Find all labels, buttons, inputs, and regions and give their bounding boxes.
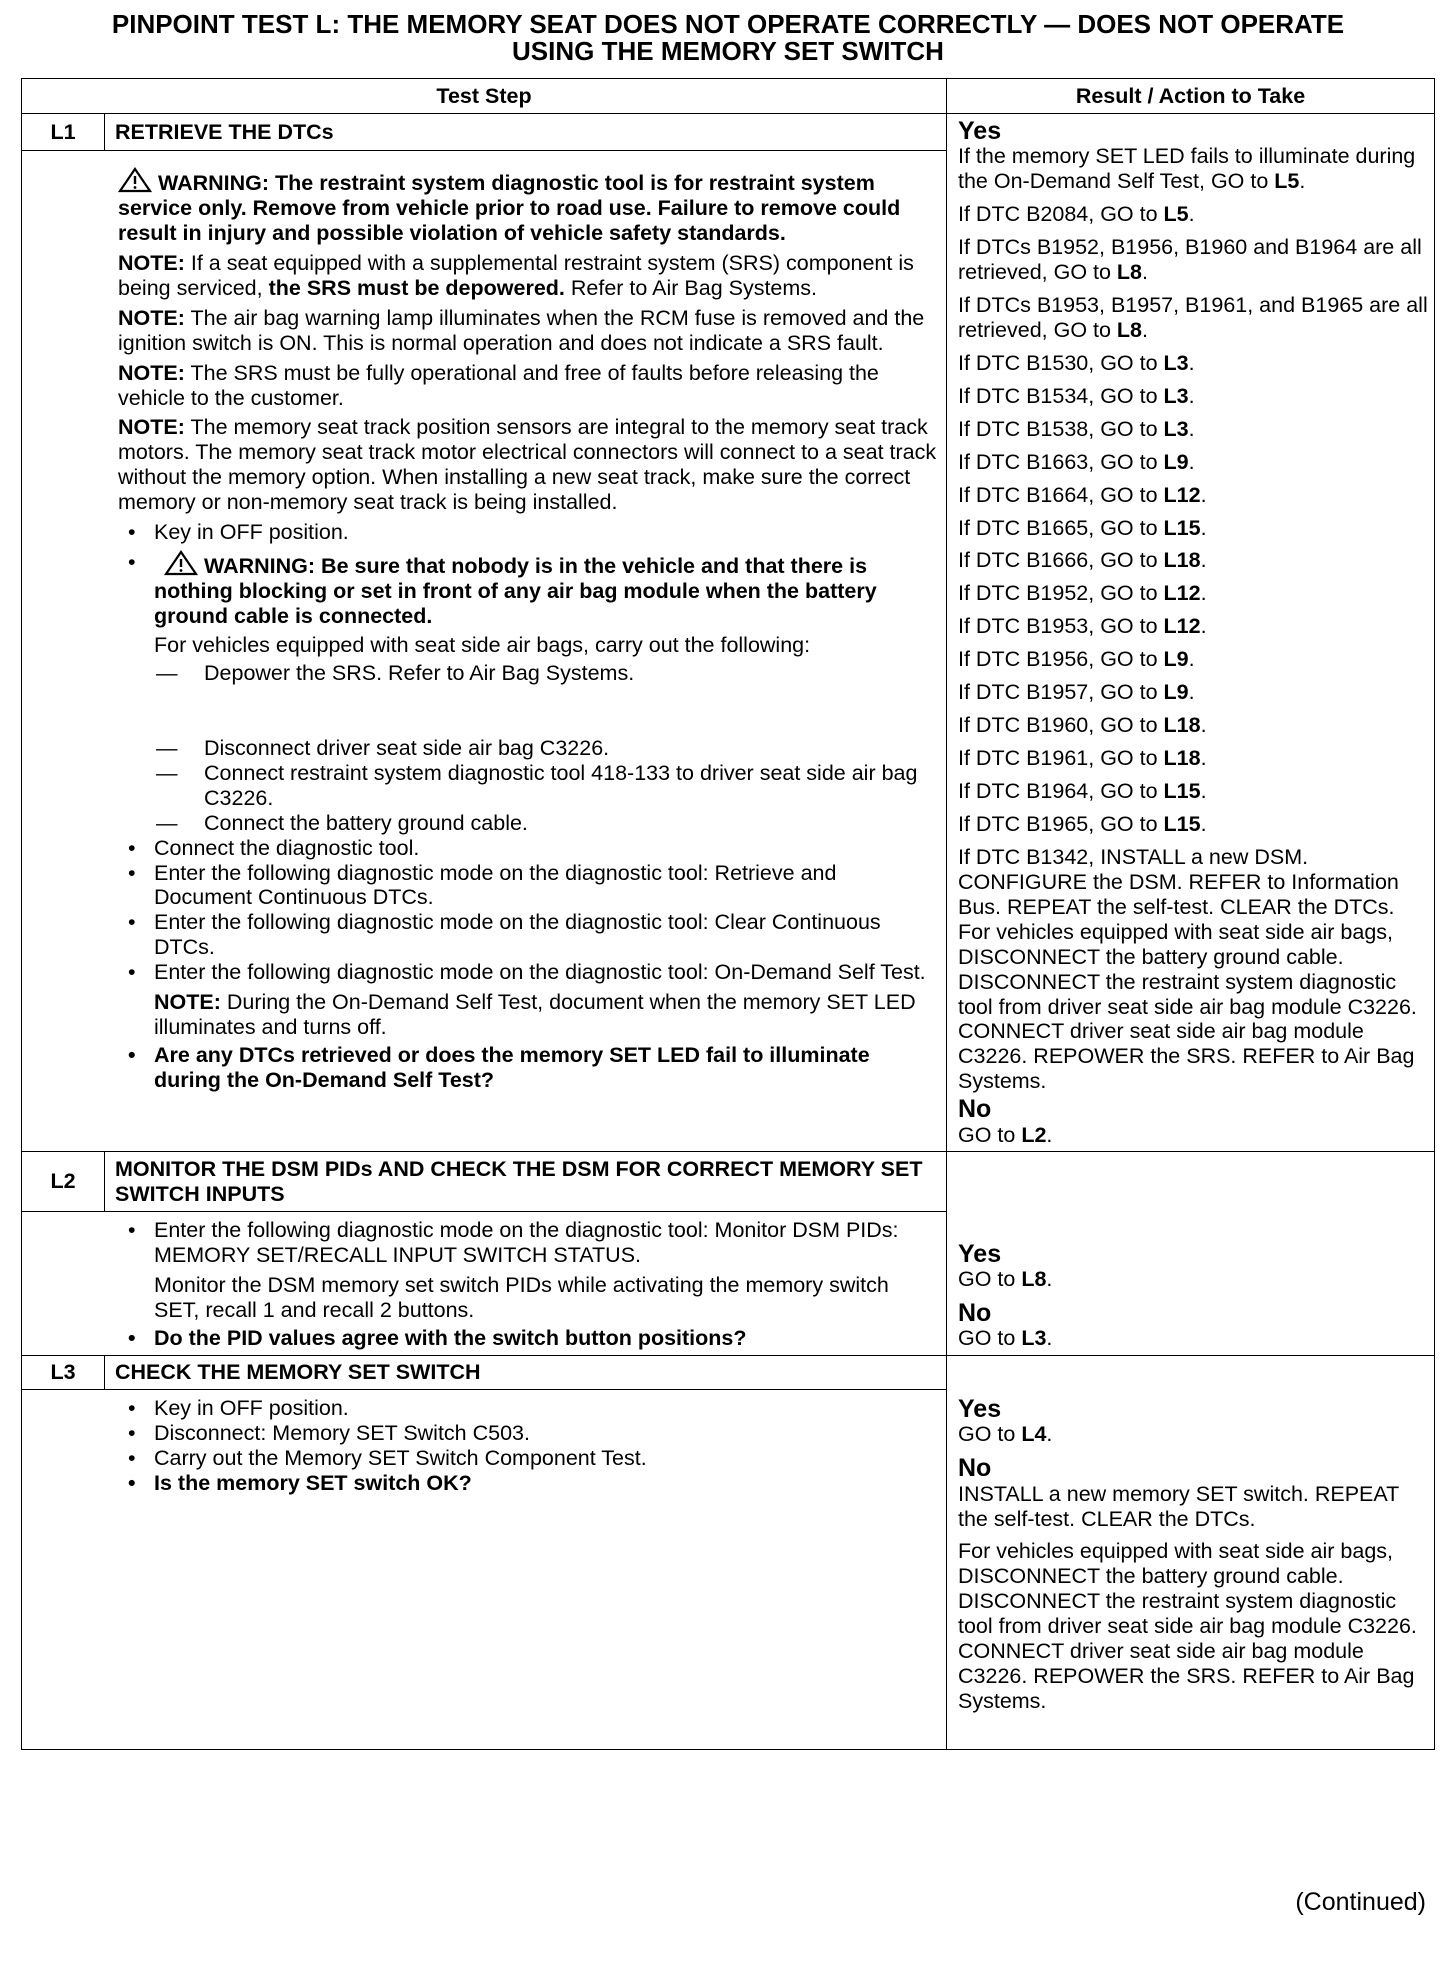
step-number: L2 bbox=[22, 1152, 105, 1212]
dtc-result-item: If DTC B1664, GO to L12. bbox=[958, 482, 1207, 507]
no-label: No bbox=[958, 1454, 992, 1483]
step-l3-body bbox=[22, 1390, 947, 1750]
dash-item: — Connect the battery ground cable. bbox=[118, 811, 938, 836]
dtc-result-item: If DTC B1961, GO to L18. bbox=[958, 746, 1207, 771]
step-question: • Are any DTCs retrieved or does the memory SET LED fail to illuminate during the On-Demand Self Test? bbox=[118, 1043, 938, 1093]
yes-target: L4 bbox=[1021, 1422, 1047, 1447]
note-text: If a seat equipped with a supplemental restraint system (SRS) component is being serviced, bbox=[118, 250, 914, 300]
note-text: The memory seat track position sensors are integral to the memory seat track motors. The memory seat track motor electrical connectors will connect to a seat track without the memory option. When installing a new seat track, make sure the correct memory or non-memory seat track is being installed. bbox=[118, 415, 937, 515]
note-label: NOTE: bbox=[118, 415, 185, 440]
dash-item: — Disconnect driver seat side air bag C3226. bbox=[118, 736, 938, 761]
note-text: During the On-Demand Self Test, document when the memory SET LED illuminates and turns off. bbox=[154, 990, 916, 1040]
step-number: L1 bbox=[22, 114, 105, 151]
bullet-item: • Key in OFF position. bbox=[118, 520, 938, 545]
dtc-result-text: If DTC B1663, GO to bbox=[958, 449, 1164, 474]
dtc-result-item: If DTC B1666, GO to L18. bbox=[958, 548, 1207, 573]
yes-text: GO to bbox=[958, 1422, 1022, 1447]
dtc-result-target: L5 bbox=[1163, 202, 1189, 227]
bullet-item: • Connect the diagnostic tool. bbox=[118, 836, 938, 861]
dtc-result-item: If DTC B1964, GO to L15. bbox=[958, 779, 1207, 803]
dtc-result-target: L15 bbox=[1163, 779, 1201, 803]
dtc-result-text: If DTC B1961, GO to bbox=[958, 746, 1164, 771]
dtc-result-text: If DTC B1957, GO to bbox=[958, 680, 1164, 705]
warning-triangle-icon bbox=[164, 550, 198, 576]
bullet-item: • Enter the following diagnostic mode on the diagnostic tool: On-Demand Self Test. bbox=[118, 960, 938, 985]
header-row bbox=[22, 79, 1435, 114]
yes-label: Yes bbox=[958, 1239, 1002, 1268]
bullet-item: • Enter the following diagnostic mode on the diagnostic tool: Clear Continuous DTCs. bbox=[118, 910, 938, 960]
no-text: GO to bbox=[958, 1122, 1022, 1147]
dtc-result-item: If DTC B1530, GO to L3. bbox=[958, 350, 1195, 375]
bullet-item-warning bbox=[118, 550, 938, 629]
dtc-result-text: If DTC B1952, GO to bbox=[958, 581, 1164, 606]
dtc-result-text: If DTC B1960, GO to bbox=[958, 713, 1164, 738]
step-l2-title-row bbox=[22, 1152, 1435, 1212]
step-l3-results: Yes GO to L4. No INSTALL a new memory SET switch. REPEAT the self-test. CLEAR the DTCs. For vehicles equipped with seat side air bags, DISCONNECT the battery ground cable. DISCONNECT the restraint system diagnostic tool from driver seat side air bag module C3226. CONNECT driver seat side air bag module C3226. REPOWER the SRS. REFER to Air Bag Systems. bbox=[947, 1356, 1435, 1750]
warning-text: : Be sure that nobody is in the vehicle and that there is nothing blocking or set in front of any air bag module when the battery ground cable is connected. bbox=[154, 554, 877, 628]
yes-label: Yes bbox=[958, 117, 1002, 145]
title-line-2: USING THE MEMORY SET SWITCH bbox=[512, 35, 944, 66]
dtc-result-item: If DTC B1953, GO to L12. bbox=[958, 614, 1207, 639]
dtc-result-target: L8 bbox=[1116, 317, 1143, 342]
bullet-item: • Disconnect: Memory SET Switch C503. bbox=[118, 1421, 938, 1446]
dtc-result-target: L3 bbox=[1163, 350, 1189, 375]
step-question: • Do the PID values agree with the switch button positions? bbox=[118, 1326, 938, 1351]
bullet-item: • Enter the following diagnostic mode on the diagnostic tool: Retrieve and Document Continuous DTCs. bbox=[118, 861, 938, 911]
note-text: The air bag warning lamp illuminates when the RCM fuse is removed and the ignition switch is ON. This is normal operation and does not indicate a SRS fault. bbox=[118, 305, 925, 355]
dtc-result-target: L9 bbox=[1163, 647, 1189, 672]
dtc-result-target: L12 bbox=[1163, 482, 1201, 507]
dtc-result-target: L15 bbox=[1163, 811, 1201, 836]
dtc-result-text: If DTC B2084, GO to bbox=[958, 202, 1164, 227]
dtc-result-item: If DTC B2084, GO to L5. bbox=[958, 202, 1195, 227]
dtc-result-item: If DTC B1957, GO to L9. bbox=[958, 680, 1195, 705]
dtc-result-item: If DTC B1534, GO to L3. bbox=[958, 383, 1195, 408]
dtc-result-list bbox=[958, 202, 1430, 837]
test-step-header: Test Step bbox=[22, 79, 947, 114]
title-line-1: PINPOINT TEST L: THE MEMORY SEAT DOES NOT OPERATE CORRECTLY — DOES NOT OPERATE bbox=[111, 9, 1345, 39]
dtc-result-target: L18 bbox=[1163, 548, 1201, 573]
warning-label: WARNING bbox=[204, 554, 308, 579]
step-l2-body bbox=[22, 1212, 947, 1356]
dtc-result-item: If DTC B1960, GO to L18. bbox=[958, 713, 1207, 738]
dash-item: — Depower the SRS. Refer to Air Bag Systems. bbox=[118, 661, 938, 686]
bullet-item: • Key in OFF position. bbox=[118, 1396, 938, 1421]
warning-triangle-icon bbox=[118, 167, 152, 193]
dtc-result-target: L3 bbox=[1163, 383, 1189, 408]
pinpoint-test-table bbox=[21, 78, 1435, 1750]
step-l1-results: Yes If the memory SET LED fails to illuminate during the On-Demand Self Test, GO to L5. If DTC B2084, GO to L5. If DTCs B1952, B1956, B1960 and B1964 are all retrieved, GO to L8. If DTCs B1953, B1957, B1961, and B1965 are all retrieved, GO to L8. If DTC B1530, GO to L3. If DTC B1534, GO to L3. If DTC B1538, GO to L3. If DTC B1663, GO to L9. If DTC B1664, GO to L12. If DTC B1665, GO to L15. If DTC B1666, GO to L18. If DTC B1952, GO to L12. If DTC B1953, GO to L12. If DTC B1956, GO to L9. If DTC B1957, GO to L9. If DTC B1960, GO to L18. If DTC B1961, GO to L18. If DTC B1964, GO to L15. If DTC B1965, GO to L15. If DTC B1342, INSTALL a new DSM. CONFIGURE the DSM. REFER to Information Bus. REPEAT the self-test. CLEAR the DTCs. For vehicles equipped with seat side air bags, DISCONNECT the battery ground cable. DISCONNECT the restraint system diagnostic tool from driver seat side air bag module C3226. CONNECT driver seat side air bag module C3226. REPOWER the SRS. REFER to Air Bag Systems. No GO to L2. bbox=[947, 114, 1435, 1152]
no-target: L2 bbox=[1021, 1122, 1047, 1147]
no-label: No bbox=[958, 1095, 992, 1124]
note-label: NOTE: bbox=[118, 360, 185, 385]
yes-label: Yes bbox=[958, 1395, 1002, 1424]
yes-text: If the memory SET LED fails to illuminate during the On-Demand Self Test, GO to bbox=[958, 144, 1416, 194]
side-bag-text: For vehicles equipped with seat side air bags, DISCONNECT the battery ground cable. DISCONNECT the restraint system diagnostic tool from driver seat side air bag module C3226. CONNECT driver seat side air bag module C3226. REPOWER the SRS. REFER to Air Bag Systems. bbox=[958, 1539, 1417, 1714]
step-l3-title-row bbox=[22, 1356, 1435, 1390]
yes-target: L5 bbox=[1274, 169, 1300, 194]
no-label: No bbox=[958, 1298, 992, 1327]
dtc-result-text: If DTC B1538, GO to bbox=[958, 416, 1164, 441]
dtc-result-text: If DTCs B1952, B1956, B1960 and B1964 are all retrieved, GO to bbox=[958, 235, 1422, 284]
b1342-result: If DTC B1342, INSTALL a new DSM. CONFIGURE the DSM. REFER to Information Bus. REPEAT the self-test. CLEAR the DTCs. For vehicles equipped with seat side air bags, DISCONNECT the battery ground cable. DISCONNECT the restraint system diagnostic tool from driver seat side air bag module C3226. CONNECT driver seat side air bag module C3226. REPOWER the SRS. REFER to Air Bag Systems. bbox=[958, 844, 1417, 1094]
continued-label: (Continued) bbox=[1295, 1888, 1426, 1916]
dtc-result-item: If DTC B1538, GO to L3. bbox=[958, 416, 1195, 441]
dtc-result-text: If DTCs B1953, B1957, B1961, and B1965 are all retrieved, GO to bbox=[958, 292, 1428, 342]
bullet-item: • Carry out the Memory SET Switch Component Test. bbox=[118, 1446, 938, 1471]
dtc-result-target: L18 bbox=[1163, 713, 1201, 738]
dtc-result-item: If DTCs B1953, B1957, B1961, and B1965 are all retrieved, GO to L8. bbox=[958, 292, 1428, 342]
dtc-result-item: If DTC B1665, GO to L15. bbox=[958, 515, 1207, 540]
yes-target: L8 bbox=[1021, 1267, 1047, 1291]
dtc-result-target: L12 bbox=[1163, 581, 1201, 606]
result-header: Result / Action to Take bbox=[947, 79, 1435, 114]
bullet-item: • Enter the following diagnostic mode on the diagnostic tool: Monitor DSM PIDs: MEMORY SET/RECALL INPUT SWITCH STATUS. bbox=[118, 1218, 938, 1268]
dtc-result-text: If DTC B1964, GO to bbox=[958, 779, 1164, 803]
note-label: NOTE: bbox=[154, 990, 221, 1015]
step-l1-body bbox=[22, 151, 947, 1152]
step-l1-title-row bbox=[22, 114, 1435, 151]
dtc-result-target: L8 bbox=[1116, 260, 1143, 284]
step-l2-results: Yes GO to L8. No GO to L3. bbox=[947, 1152, 1435, 1356]
dtc-result-text: If DTC B1664, GO to bbox=[958, 482, 1164, 507]
dtc-result-text: If DTC B1965, GO to bbox=[958, 811, 1164, 836]
dtc-result-item: If DTC B1965, GO to L15. bbox=[958, 811, 1207, 836]
note-text: The SRS must be fully operational and free of faults before releasing the vehicle to the customer. bbox=[118, 360, 879, 410]
dtc-result-item: If DTC B1663, GO to L9. bbox=[958, 449, 1195, 474]
monitor-text: Monitor the DSM memory set switch PIDs while activating the memory switch SET, recall 1 and recall 2 buttons. bbox=[154, 1273, 889, 1323]
no-text: INSTALL a new memory SET switch. REPEAT the self-test. CLEAR the DTCs. bbox=[958, 1481, 1399, 1531]
note-text-end: Refer to Air Bag Systems. bbox=[570, 275, 818, 300]
step-question: • Is the memory SET switch OK? bbox=[118, 1471, 938, 1496]
dash-item: — Connect restraint system diagnostic tool 418-133 to driver seat side air bag C3226. bbox=[118, 761, 938, 811]
step-number: L3 bbox=[22, 1356, 105, 1390]
step-title: MONITOR THE DSM PIDs AND CHECK THE DSM FOR CORRECT MEMORY SET SWITCH INPUTS bbox=[105, 1152, 947, 1212]
step-title: CHECK THE MEMORY SET SWITCH bbox=[105, 1356, 947, 1390]
dtc-result-target: L12 bbox=[1163, 614, 1201, 639]
dtc-result-item: If DTC B1956, GO to L9. bbox=[958, 647, 1195, 672]
dtc-result-text: If DTC B1956, GO to bbox=[958, 647, 1164, 672]
dtc-result-target: L3 bbox=[1163, 416, 1189, 441]
dtc-result-text: If DTC B1666, GO to bbox=[958, 548, 1164, 573]
note-bold-text: the SRS must be depowered. bbox=[268, 275, 565, 300]
warning-text: WARNING: The restraint system diagnostic tool is for restraint system service only. Remove from vehicle prior to road use. Failure to remove could result in injury and possible violation of vehicle safety standards. bbox=[118, 171, 901, 245]
dtc-result-item: If DTCs B1952, B1956, B1960 and B1964 are all retrieved, GO to L8. bbox=[958, 235, 1422, 284]
dtc-result-item: If DTC B1952, GO to L12. bbox=[958, 581, 1207, 606]
dtc-result-text: If DTC B1530, GO to bbox=[958, 350, 1164, 375]
dtc-result-target: L9 bbox=[1163, 680, 1189, 705]
dtc-result-target: L9 bbox=[1163, 449, 1189, 474]
no-text: GO to bbox=[958, 1326, 1022, 1351]
dtc-result-target: L15 bbox=[1163, 515, 1201, 540]
no-target: L3 bbox=[1021, 1326, 1047, 1351]
note-label: NOTE: bbox=[118, 305, 185, 330]
yes-text: GO to bbox=[958, 1267, 1022, 1291]
step-title: RETRIEVE THE DTCs bbox=[105, 114, 947, 151]
dtc-result-text: If DTC B1534, GO to bbox=[958, 383, 1164, 408]
dtc-result-target: L18 bbox=[1163, 746, 1201, 771]
note-label: NOTE: bbox=[118, 250, 185, 275]
page-title bbox=[20, 11, 1436, 64]
side-bag-text: For vehicles equipped with seat side air bags, carry out the following: bbox=[154, 632, 811, 657]
dtc-result-text: If DTC B1953, GO to bbox=[958, 614, 1164, 639]
dtc-result-text: If DTC B1665, GO to bbox=[958, 515, 1164, 540]
